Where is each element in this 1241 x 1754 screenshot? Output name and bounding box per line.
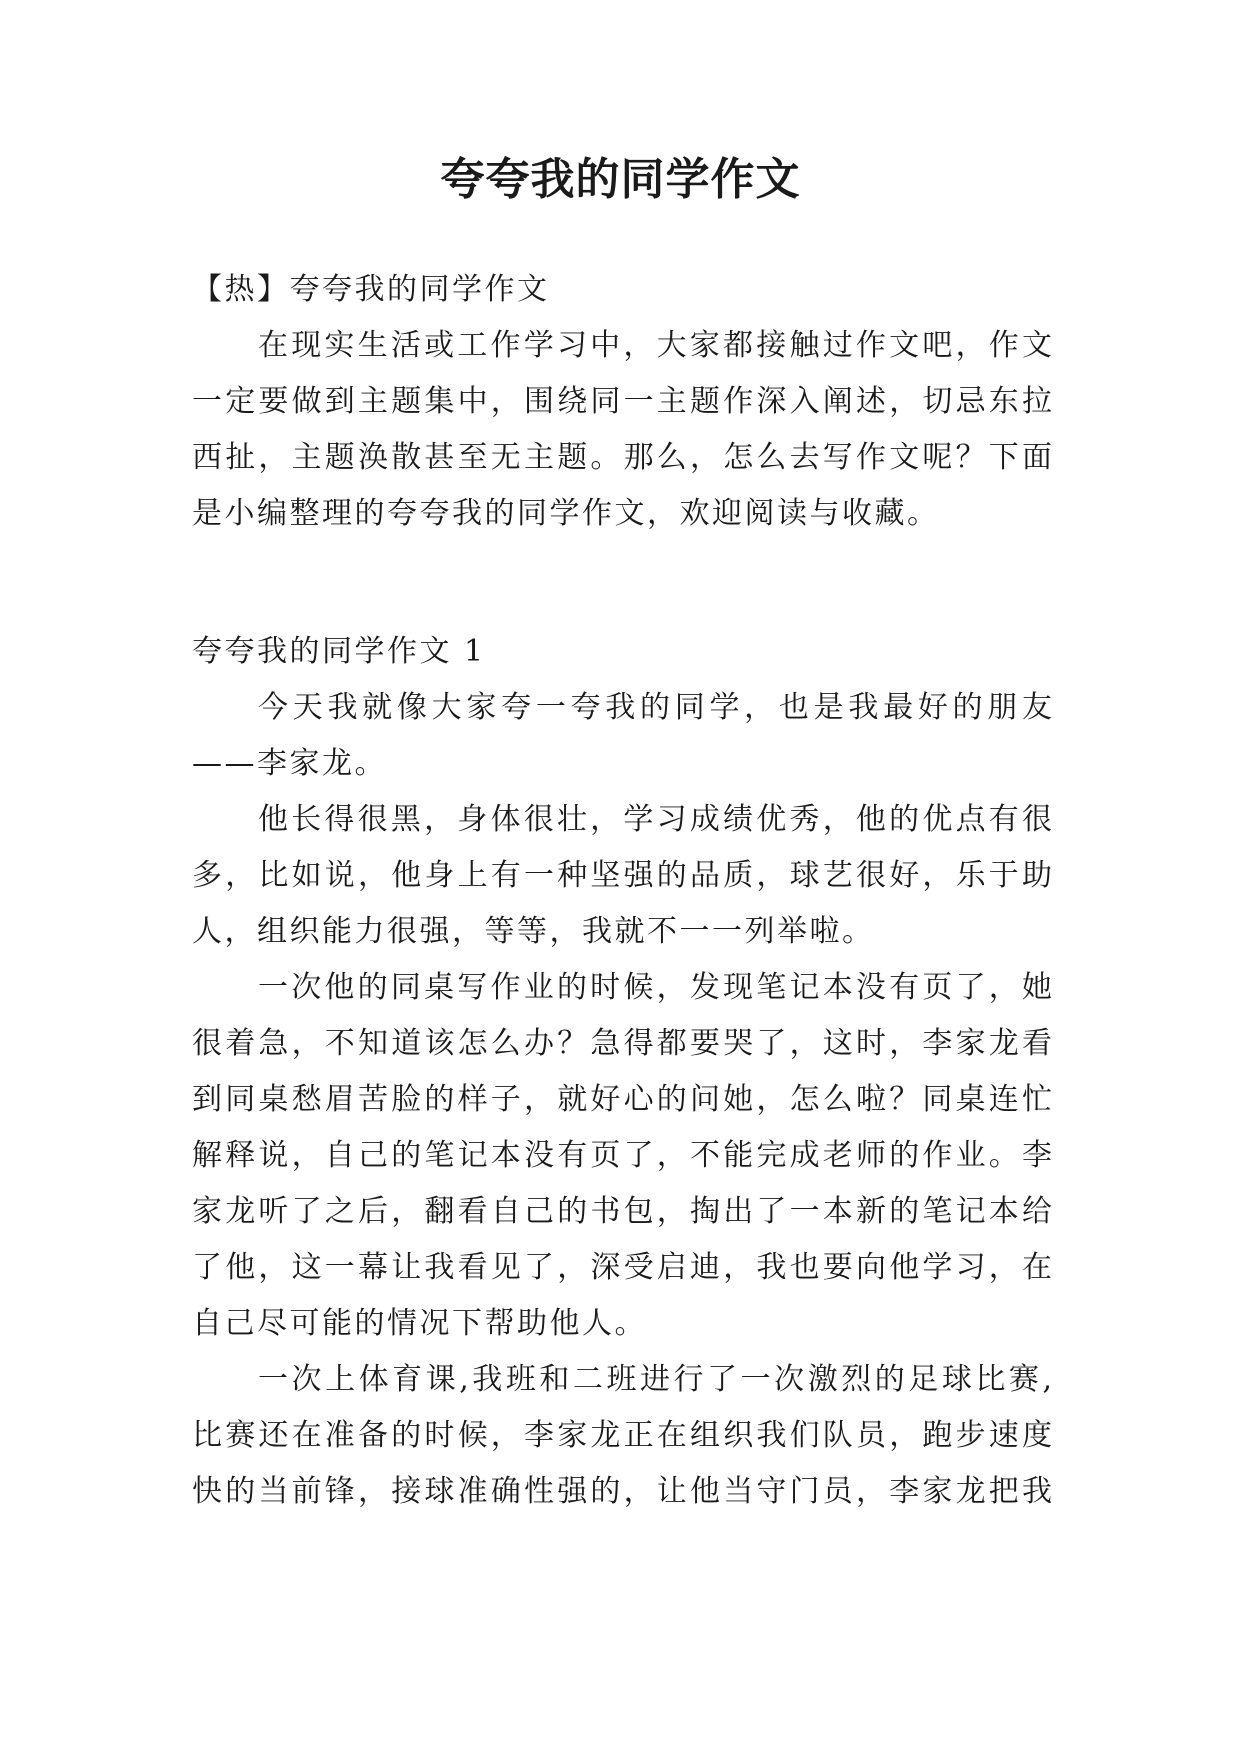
paragraph-line: 解释说，自己的笔记本没有页了，不能完成老师的作业。李 [192, 1138, 1052, 1173]
paragraph-line: 人，组织能力很强，等等，我就不一一列举啦。 [192, 914, 875, 949]
intro-paragraph [192, 318, 1052, 542]
paragraph-line: 到同桌愁眉苦脸的样子，就好心的问她，怎么啦？同桌连忙 [192, 1082, 1052, 1117]
paragraph-line: 比赛还在准备的时候，李家龙正在组织我们队员，跑步速度 [192, 1418, 1052, 1453]
section-heading: 夸夸我的同学作文 1 [192, 634, 486, 669]
intro-heading: 【热】夸夸我的同学作文 [192, 272, 550, 307]
paragraph-line: ——李家龙。 [192, 746, 387, 781]
paragraph-line: 今天我就像大家夸一夸我的同学，也是我最好的朋友 [258, 690, 1052, 725]
paragraph-line: 家龙听了之后，翻看自己的书包，掏出了一本新的笔记本给 [192, 1194, 1052, 1229]
paragraph-1 [192, 680, 1052, 792]
paragraph-line: 很着急，不知道该怎么办？急得都要哭了，这时，李家龙看 [192, 1026, 1052, 1061]
paragraph-line: 快的当前锋，接球准确性强的，让他当守门员，李家龙把我 [192, 1474, 1052, 1509]
paragraph-line: 一次上体育课,我班和二班进行了一次激烈的足球比赛, [258, 1362, 1052, 1397]
document-title: 夸夸我的同学作文 [440, 154, 801, 205]
paragraph-3 [192, 960, 1052, 1352]
paragraph-line: 自己尽可能的情况下帮助他人。 [192, 1306, 647, 1341]
paragraph-2 [192, 792, 1052, 960]
paragraph-4 [192, 1352, 1052, 1520]
paragraph-line: 他长得很黑，身体很壮，学习成绩优秀，他的优点有很 [258, 802, 1052, 837]
paragraph-line: 西扯，主题涣散甚至无主题。那么，怎么去写作文呢？下面 [192, 440, 1052, 475]
paragraph-line: 一次他的同桌写作业的时候，发现笔记本没有页了，她 [258, 970, 1052, 1005]
paragraph-line: 在现实生活或工作学习中，大家都接触过作文吧，作文 [258, 328, 1052, 363]
section-gap [192, 542, 1052, 624]
paragraph-line: 了他，这一幕让我看见了，深受启迪，我也要向他学习，在 [192, 1250, 1052, 1285]
paragraph-line: 是小编整理的夸夸我的同学作文，欢迎阅读与收藏。 [192, 496, 940, 531]
paragraph-line: 多，比如说，他身上有一种坚强的品质，球艺很好，乐于助 [192, 858, 1052, 893]
paragraph-line: 一定要做到主题集中，围绕同一主题作深入阐述，切忌东拉 [192, 384, 1052, 419]
document-body [192, 262, 1052, 1520]
